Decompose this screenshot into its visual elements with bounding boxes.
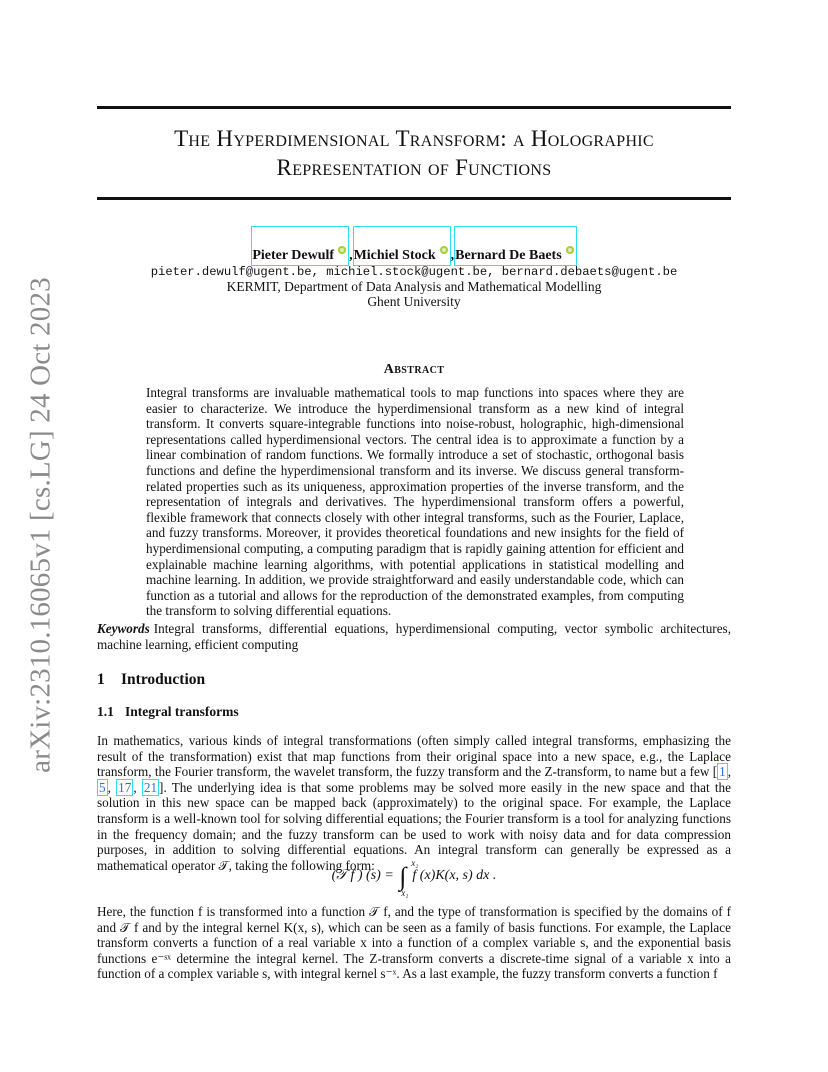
- title-line-1: The Hyperdimensional Transform: a Holographic: [174, 126, 654, 151]
- keywords-text: Integral transforms, differential equations, hyperdimensional computing, vector symbolic architectures, machine learning, efficient computing: [97, 621, 731, 652]
- abstract-text: Integral transforms are invaluable mathematical tools to map functions into spaces where they are easier to characterize. We introduce the hyperdimensional transform as a new kind of integral transform. It converts square-integrable functions into noise-robust, holographic, high-dimensional representations called hyperdimensional vectors. The central idea is to approximate a function by a linear combination of random functions. We formally introduce a set of stochastic, orthogonal basis functions and define the hyperdimensional transform and its inverse. We discuss general transform-related properties such as its uniqueness, approximation properties of the inverse transform, and the representation of integrals and derivatives. The hyperdimensional transform offers a powerful, flexible framework that connects closely with other integral transforms, such as the Fourier, Laplace, and fuzzy transforms. Moreover, it provides theoretical foundations and new insights for the field of hyperdimensional computing, a computing paradigm that is rapidly gaining attention for efficient and explainable machine learning algorithms, with potential applications in statistical modelling and machine learning. In addition, we provide straightforward and easily understandable code, which can function as a tutorial and allows for the reproduction of the demonstrated examples, from computing the transform to solving differential equations.: [146, 385, 684, 619]
- title-rule-bottom: [97, 197, 731, 200]
- arxiv-stamp: arXiv:2310.16065v1 [cs.LG] 24 Oct 2023: [24, 277, 57, 773]
- integral-transform-equation: (𝒯 f ) (s) = ∫ x₂ x₁ f (x)K(x, s) dx .: [331, 858, 497, 898]
- subsection-heading: 1.1 Integral transforms: [97, 704, 239, 719]
- author-emails: pieter.dewulf@ugent.be, michiel.stock@ugent.be, bernard.debaets@ugent.be: [150, 265, 678, 279]
- keywords: [97, 621, 731, 652]
- title-line-2: Representation of Functions: [276, 155, 552, 180]
- integral-sign: ∫ x₂ x₁: [399, 858, 419, 898]
- section-heading: 1 Introduction: [97, 671, 206, 688]
- affiliation-line-1: KERMIT, Department of Data Analysis and Mathematical Modelling: [226, 279, 602, 294]
- author-list: Pieter Dewulf ,Michiel Stock ,Bernard De Baets: [0, 226, 828, 266]
- author-link-debaets[interactable]: Bernard De Baets: [454, 226, 577, 266]
- citation-link[interactable]: 1: [719, 764, 726, 780]
- keywords-label: Keywords: [97, 621, 150, 636]
- author-link-stock[interactable]: Michiel Stock: [353, 226, 451, 266]
- author-link-dewulf[interactable]: Pieter Dewulf: [251, 226, 349, 266]
- intro-paragraph-1: In mathematics, various kinds of integral transformations (often simply called integral transforms, emphasizing the result of the transformation) exist that map functions from their original space into a new space, e.g., the Laplace transform, the Fourier transform, the wavelet transform, the fuzzy transform and the Z-transform, to name but a few [ 1 , 5 , 17 , 21 ]. The underlying idea is that some problems may be solved more easily in the new space and that the solution in this new space can be mapped back (approximately) to the original space. For example, the Laplace transform is a well-known tool for solving differential equations; the Fourier transform is a tool for analyzing functions in the frequency domain; and the fuzzy transform can be used to work with noisy data and for data compression purposes, in addition to solving differential equations. An integral transform can generally be expressed as a mathematical operator 𝒯, taking the following form:: [97, 733, 731, 873]
- citation-link[interactable]: 21: [143, 779, 158, 795]
- abstract-heading: Abstract: [383, 362, 445, 377]
- affiliation-line-2: Ghent University: [367, 294, 461, 309]
- orcid-icon: [440, 246, 448, 254]
- paper-title: [97, 124, 731, 182]
- title-rule-top: [97, 106, 731, 109]
- orcid-icon: [338, 246, 346, 254]
- citation-link[interactable]: 5: [99, 779, 106, 795]
- orcid-icon: [566, 246, 574, 254]
- intro-paragraph-2: Here, the function f is transformed into a function 𝒯 f, and the type of transformation is specified by the domains of f and 𝒯 f and by the integral kernel K(x, s), which can be seen as a family of basis functions. For example, the Laplace transform converts a function of a real variable x into a function of a complex variable s, and the exponential basis functions e⁻ˢˣ determine the integral kernel. The Z-transform converts a discrete-time signal of a variable x into a function of a complex variable s, with integral kernel s⁻ˣ. As a last example, the fuzzy transform converts a function f: [97, 904, 731, 982]
- citation-link[interactable]: 17: [118, 779, 132, 795]
